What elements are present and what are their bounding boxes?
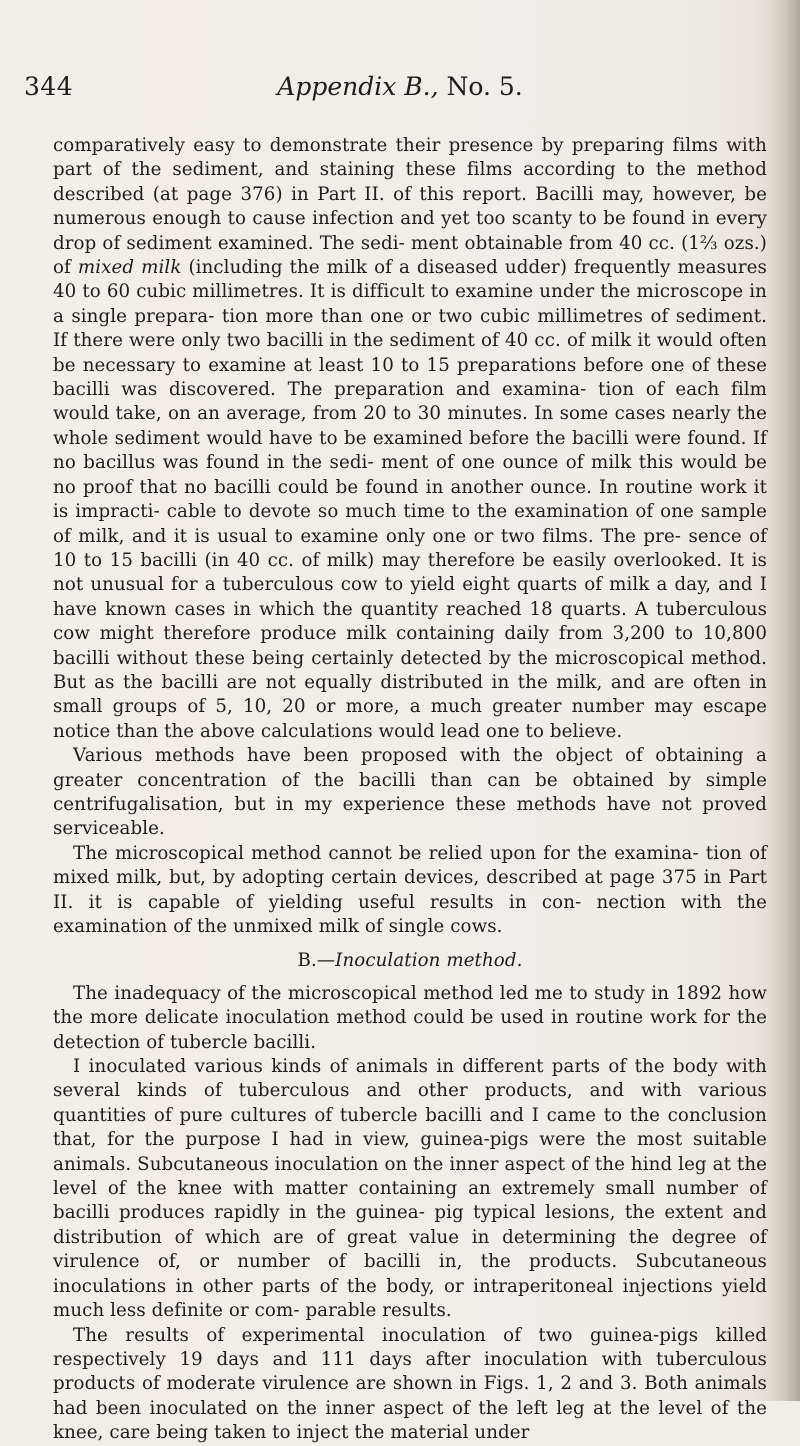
paragraph-1-part-a: comparatively easy to demonstrate their presence by preparing films with part of the sediment, and staining these films according to the method described (at page 376) in Part II. of this report. Bacilli may, however, be numerous enough to cause infection and yet too scanty to be found in every drop of sediment examined. The sedi- ment obtainable from 40 cc. (1⅔ ozs.) of — [53, 135, 767, 279]
paragraph-3: The microscopical method cannot be relied upon for the examina- tion of mixed milk, but, by adopting certain devices, described at page 375 in Part II. it is capable of yielding useful results in con- nection with the examination of the unmixed milk of single cows. — [53, 842, 767, 937]
running-title — [0, 72, 800, 101]
running-title-number: No. 5. — [446, 72, 523, 101]
page-number: 344 — [24, 72, 74, 101]
page-header — [0, 72, 800, 112]
body-text — [53, 134, 767, 1446]
running-title-prefix: Appendix B., — [277, 72, 439, 101]
paragraph-6: The results of experimental inoculation of two guinea-pigs killed respectively 19 days and 111 days after inoculation with tuberculous products of moderate virulence are shown in Figs. 1, 2 and 3. Both animals had been inoculated on the inner aspect of the left leg at the level of the knee, care being taken to inject the material under — [53, 1324, 767, 1444]
section-title: Inoculation method. — [335, 950, 523, 972]
paragraph-5: I inoculated various kinds of animals in different parts of the body with several kinds of tuberculous and other products, and with various quantities of pure cultures of tubercle bacilli and I came to the conclusion that, for the purpose I had in view, guinea-pigs were the most suitable animals. Subcutaneous inoculation on the inner aspect of the hind leg at the level of the knee with matter containing an extremely small number of bacilli produces rapidly in the guinea- pig typical lesions, the extent and distribution of which are of great value in determining the degree of virulence of, or number of bacilli in, the products. Subcutaneous inoculations in other parts of the body, or intraperitoneal injections yield much less definite or com- parable results. — [53, 1056, 767, 1322]
paragraph-1 — [53, 134, 767, 744]
section-letter: B.— — [297, 950, 336, 972]
paragraph-2: Various methods have been proposed with the object of obtaining a greater concentration of the bacilli than can be obtained by simple centrifugalisation, but in my experience these methods have not proved serviceable. — [53, 745, 767, 840]
paragraph-4: The inadequacy of the microscopical method led me to study in 1892 how the more delicate inoculation method could be used in routine work for the detection of tubercle bacilli. — [53, 982, 767, 1053]
page-edge-shadow — [768, 0, 800, 1401]
paragraph-1-emphasis: mixed milk — [77, 257, 182, 279]
paragraph-1-part-b: (including the milk of a diseased udder) frequently measures 40 to 60 cubic millimetres. It is difficult to examine under the microscope in a single prepara- tion more than one or two cubic millimetres of sediment. If there were only two bacilli in the sediment of 40 cc. of milk it would often be necessary to examine at least 10 to 15 preparations before one of these bacilli was discovered. The preparation and examina- tion of each film would take, on an average, from 20 to 30 minutes. In some cases nearly the whole sediment would have to be examined before the bacilli were found. If no bacillus was found in the sedi- ment of one ounce of milk this would be no proof that no bacilli could be found in another ounce. In routine work it is impracti- cable to devote so much time to the examination of one sample of milk, and it is usual to examine only one or two films. The pre- sence of 10 to 15 bacilli (in 40 cc. of milk) may therefore be easily overlooked. It is not unusual for a tuberculous cow to yield eight quarts of milk a day, and I have known cases in which the quantity reached 18 quarts. A tuberculous cow might therefore produce milk containing daily from 3,200 to 10,800 bacilli without these being certainly detected by the microscopical method. But as the bacilli are not equally distributed in the milk, and are often in small groups of 5, 10, 20 or more, a much greater number may escape notice than the above calculations would lead one to believe. — [53, 257, 767, 742]
section-heading — [53, 949, 767, 973]
